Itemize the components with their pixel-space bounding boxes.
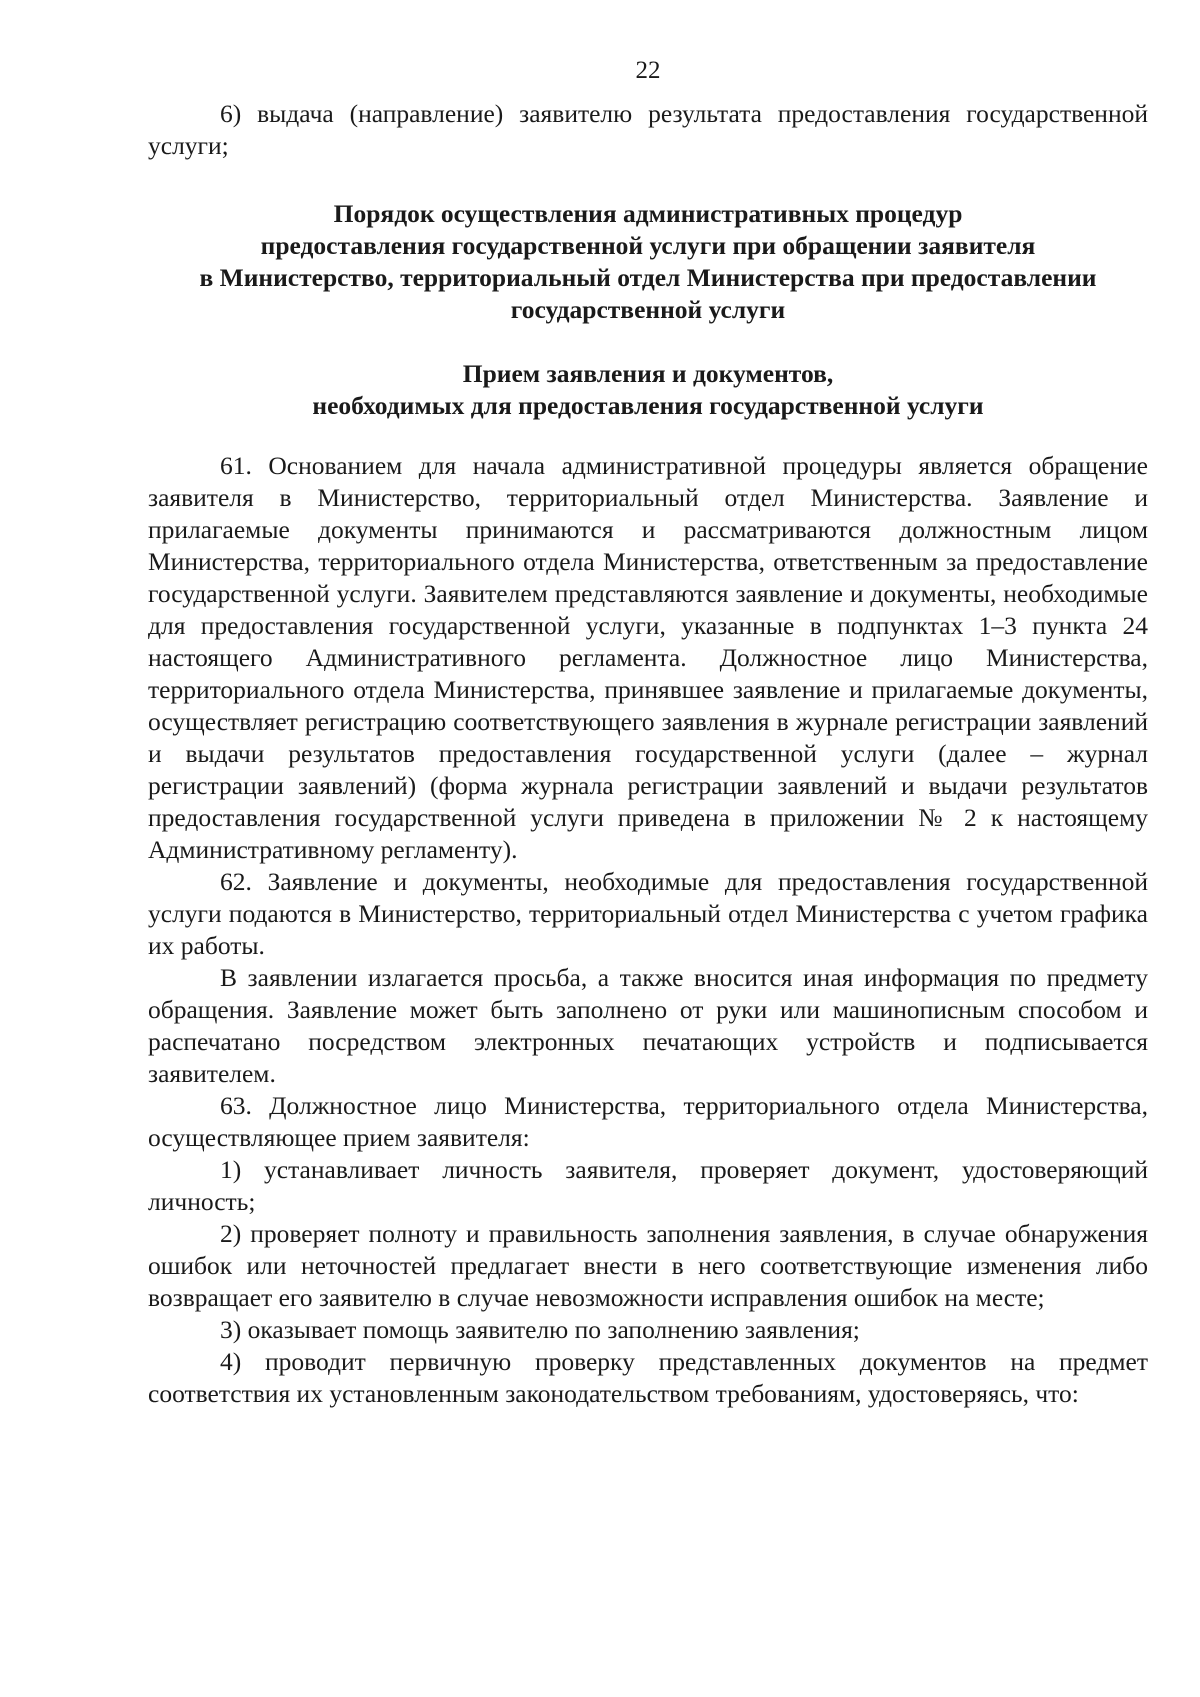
subsection-heading (148, 358, 1148, 422)
list-item-2: 2) проверяет полноту и правильность заполнения заявления, в случае обнаружения ошибок или неточностей предлагает внести в него соответствующие изменения либо возвращает его заявителю в случае невозможности исправления ошибок на месте; (148, 1219, 1148, 1312)
intro-paragraph: 6) выдача (направление) заявителю результата предоставления государственной услуги; (148, 99, 1148, 160)
paragraph-application-content: В заявлении излагается просьба, а также вносится иная информация по предмету обращения. Заявление может быть заполнено от руки или машинописным способом и распечатано посредством электронных печатающих устройств и подписывается заявителем. (148, 963, 1148, 1088)
list-item-1: 1) устанавливает личность заявителя, проверяет документ, удостоверяющий личность; (148, 1155, 1148, 1216)
subsection-heading-line: необходимых для предоставления государственной услуги (312, 391, 984, 420)
document-body (148, 98, 1148, 1410)
page-number: 22 (635, 57, 661, 84)
paragraph-63: 63. Должностное лицо Министерства, территориального отдела Министерства, осуществляющее прием заявителя: (148, 1091, 1148, 1152)
section-heading-line: государственной услуги (510, 295, 786, 324)
section-heading (148, 198, 1148, 326)
list-item-3: 3) оказывает помощь заявителю по заполнению заявления; (220, 1315, 860, 1344)
subsection-heading-line: Прием заявления и документов, (462, 359, 834, 388)
section-heading-line: в Министерство, территориальный отдел Министерства при предоставлении (199, 263, 1097, 292)
section-heading-line: предоставления государственной услуги при обращении заявителя (260, 231, 1036, 260)
list-item-4: 4) проводит первичную проверку представленных документов на предмет соответствия их установленным законодательством требованиям, удостоверяясь, что: (148, 1347, 1148, 1408)
paragraph-62: 62. Заявление и документы, необходимые для предоставления государственной услуги подаются в Министерство, территориальный отдел Министерства с учетом графика их работы. (148, 867, 1148, 960)
paragraph-61: 61. Основанием для начала административной процедуры является обращение заявителя в Министерство, территориальный отдел Министерства. Заявление и прилагаемые документы принимаются и рассматриваются должностным лицом Министерства, территориального отдела Министерства, ответственным за предоставление государственной услуги. Заявителем представляются заявление и документы, необходимые для предоставления государственной услуги, указанные в подпунктах 1–3 пункта 24 настоящего Административного регламента. Должностное лицо Министерства, территориального отдела Министерства, принявшее заявление и прилагаемые документы, осуществляет регистрацию соответствующего заявления в журнале регистрации заявлений и выдачи результатов предоставления государственной услуги (далее – журнал регистрации заявлений) (форма журнала регистрации заявлений и выдачи результатов предоставления государственной услуги приведена в приложении № 2 к настоящему Административному регламенту). (148, 451, 1148, 864)
document-page (148, 0, 1148, 1697)
section-heading-line: Порядок осуществления административных процедур (333, 199, 963, 228)
